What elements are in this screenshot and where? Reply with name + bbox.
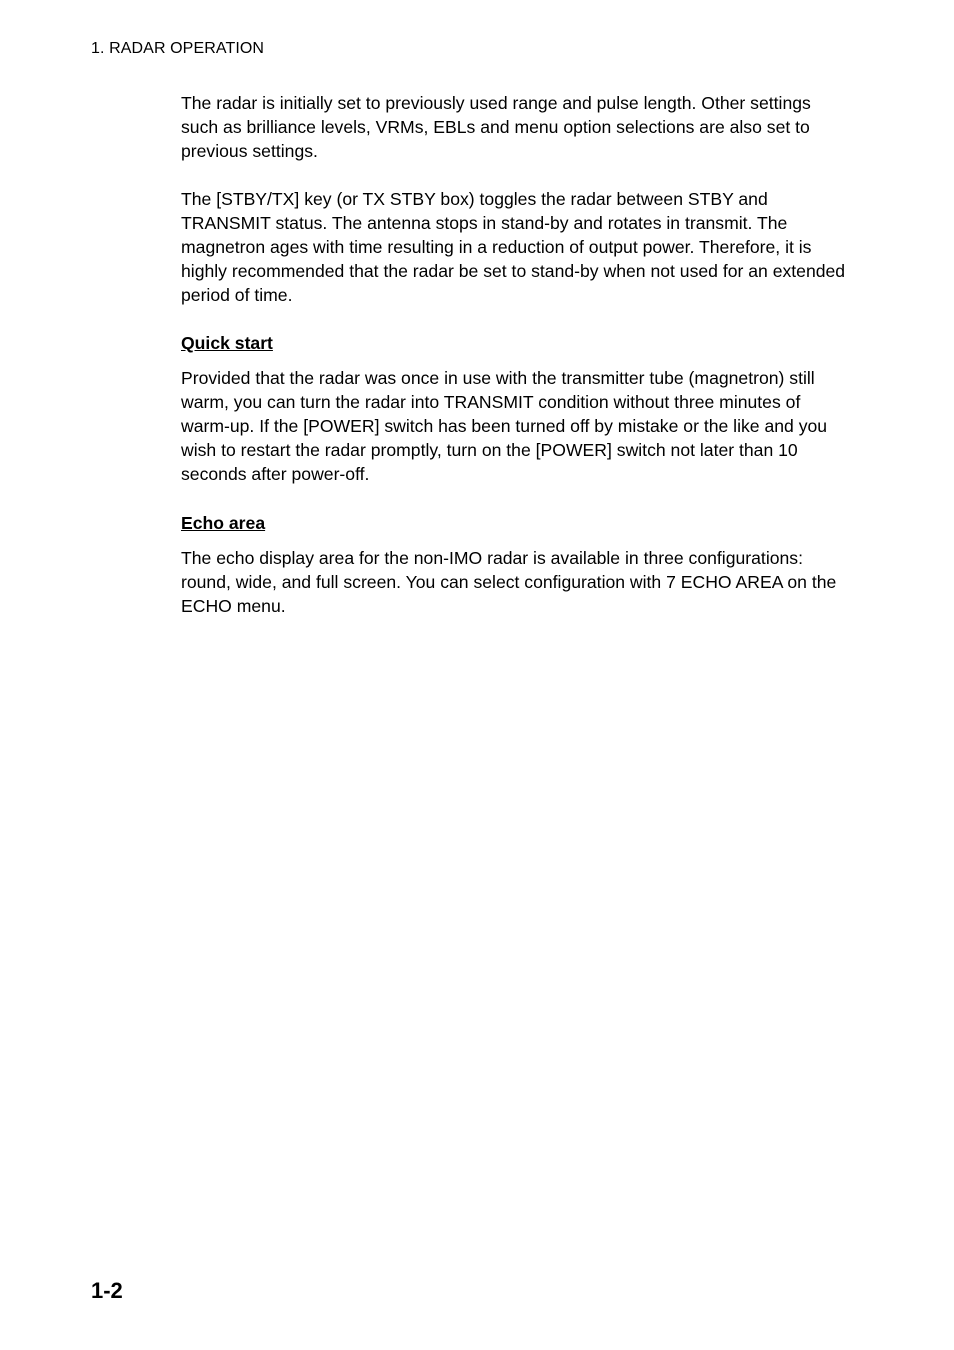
section-heading-quick-start: Quick start <box>181 333 273 353</box>
running-header: 1. RADAR OPERATION <box>91 40 265 57</box>
section-text-echo-area: The echo display area for the non-IMO radar is available in three configurations: round, wide, and full screen. You can select configuration with 7 ECHO AREA on the ECHO menu. <box>181 548 837 616</box>
paragraph-stby-tx: The [STBY/TX] key (or TX STBY box) toggles the radar between STBY and TRANSMIT status. The antenna stops in stand-by and rotates in transmit. The magnetron ages with time resulting in a reduction of output power. Therefore, it is highly recommended that the radar be set to stand-by when not used for an extended period of time. <box>181 189 846 305</box>
page-number: 1-2 <box>91 1278 123 1303</box>
page-content <box>181 91 851 618</box>
paragraph-initial-settings: The radar is initially set to previously used range and pulse length. Other settings such as brilliance levels, VRMs, EBLs and menu option selections are also set to previous settings. <box>181 93 811 161</box>
section-heading-echo-area: Echo area <box>181 513 266 533</box>
section-text-quick-start: Provided that the radar was once in use with the transmitter tube (magnetron) still warm, you can turn the radar into TRANSMIT condition without three minutes of warm-up. If the [POWER] switch has been turned off by mistake or the like and you wish to restart the radar promptly, turn on the [POWER] switch not later than 10 seconds after power-off. <box>181 368 828 484</box>
